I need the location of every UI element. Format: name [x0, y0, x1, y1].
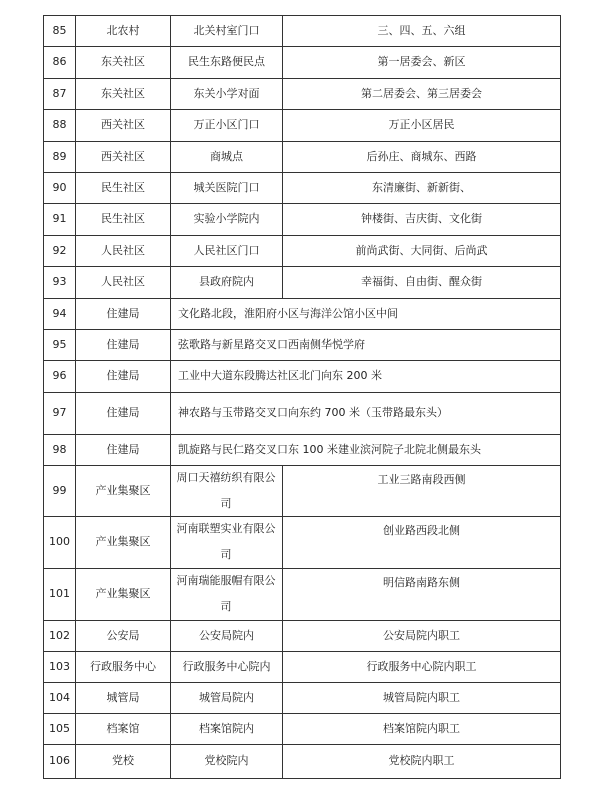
- row-number: 85: [52, 23, 67, 37]
- unit-cell: 人民社区: [101, 275, 145, 289]
- area-cell: 万正小区居民: [388, 118, 455, 132]
- column-divider: [560, 203, 561, 235]
- unit-cell: 民生社区: [101, 212, 145, 226]
- column-divider: [560, 266, 561, 298]
- column-divider: [560, 434, 561, 465]
- unit-cell: 住建局: [106, 337, 140, 351]
- row-divider: [43, 778, 561, 779]
- area-cell: 档案馆院内职工: [383, 721, 460, 735]
- row-number: 91: [52, 212, 67, 226]
- column-divider: [560, 298, 561, 329]
- location-cell: 民生东路便民点: [188, 55, 265, 69]
- row-number: 101: [49, 587, 70, 601]
- row-number: 104: [49, 690, 70, 704]
- column-divider: [560, 651, 561, 682]
- area-cell: 创业路西段北侧: [383, 524, 460, 538]
- location-cell: 公安局院内: [199, 628, 254, 642]
- column-divider: [560, 392, 561, 434]
- column-divider: [170, 434, 171, 465]
- unit-cell: 东关社区: [101, 86, 145, 100]
- location-cell: 商城点: [210, 149, 243, 163]
- location-cell: 东关小学对面: [193, 86, 260, 100]
- unit-cell: 西关社区: [101, 118, 145, 132]
- row-number: 98: [52, 442, 67, 456]
- area-cell: 幸福街、自由街、醒众街: [361, 275, 482, 289]
- unit-cell: 住建局: [106, 369, 140, 383]
- column-divider: [170, 392, 171, 434]
- area-cell: 城管局院内职工: [383, 690, 460, 704]
- row-number: 88: [52, 118, 67, 132]
- unit-cell: 公安局: [106, 628, 140, 642]
- row-number: 94: [52, 306, 67, 320]
- row-number: 100: [49, 535, 70, 549]
- unit-cell: 北农村: [106, 23, 140, 37]
- unit-cell: 党校: [112, 754, 134, 768]
- area-cell: 前尚武街、大同街、后尚武: [355, 243, 488, 257]
- area-cell: 第二居委会、第三居委会: [361, 86, 482, 100]
- row-number: 86: [52, 55, 67, 69]
- location-cell: 党校院内: [204, 754, 249, 768]
- unit-cell: 城管局: [106, 690, 140, 704]
- location-cell: 凯旋路与民仁路交叉口东 100 米建业滨河院子北院北侧最东头: [178, 442, 481, 456]
- column-divider: [560, 172, 561, 203]
- unit-cell: 行政服务中心: [90, 659, 156, 673]
- row-number: 97: [52, 406, 67, 420]
- location-cell: 县政府院内: [199, 275, 254, 289]
- column-divider: [560, 78, 561, 109]
- unit-cell: 产业集聚区: [95, 483, 151, 497]
- column-divider: [560, 516, 561, 568]
- unit-cell: 住建局: [106, 306, 140, 320]
- unit-cell: 西关社区: [101, 149, 145, 163]
- location-cell: 档案馆院内: [199, 721, 254, 735]
- row-number: 90: [52, 180, 67, 194]
- column-divider: [170, 329, 171, 360]
- row-number: 95: [52, 337, 67, 351]
- area-cell: 明信路南路东侧: [383, 576, 460, 590]
- area-cell: 工业三路南段西侧: [377, 473, 466, 487]
- column-divider: [560, 46, 561, 78]
- column-divider: [560, 682, 561, 713]
- row-number: 92: [52, 243, 67, 257]
- unit-cell: 住建局: [106, 442, 140, 456]
- column-divider: [560, 235, 561, 266]
- unit-cell: 民生社区: [101, 180, 145, 194]
- row-number: 89: [52, 149, 67, 163]
- column-divider: [560, 568, 561, 620]
- location-cell: 人民社区门口: [193, 243, 260, 257]
- column-divider: [170, 568, 171, 620]
- unit-cell: 东关社区: [101, 55, 145, 69]
- location-cell: 弦歌路与新星路交叉口西南侧华悦学府: [178, 337, 365, 351]
- area-cell: 三、四、五、六组: [377, 23, 466, 37]
- location-cell: 周口天禧纺织有限公司: [176, 471, 276, 510]
- location-cell: 神农路与玉带路交叉口向东约 700 米（玉带路最东头）: [178, 406, 448, 420]
- column-divider: [560, 360, 561, 392]
- location-cell: 工业中大道东段腾达社区北门向东 200 米: [178, 369, 382, 383]
- location-cell: 实验小学院内: [193, 212, 260, 226]
- area-cell: 后孙庄、商城东、西路: [366, 149, 477, 163]
- area-cell: 东清廉街、新新街、: [372, 180, 471, 194]
- location-cell: 行政服务中心院内: [182, 659, 271, 673]
- column-divider: [170, 360, 171, 392]
- location-cell: 河南联塑实业有限公司: [176, 522, 276, 561]
- location-cell: 北关村室门口: [193, 23, 260, 37]
- location-cell: 河南瑞能服帽有限公司: [176, 574, 276, 613]
- column-divider: [560, 109, 561, 141]
- unit-cell: 产业集聚区: [95, 535, 151, 549]
- column-divider: [170, 465, 171, 516]
- unit-cell: 档案馆: [106, 721, 140, 735]
- row-number: 93: [52, 275, 67, 289]
- column-divider: [560, 15, 561, 46]
- unit-cell: 产业集聚区: [95, 587, 151, 601]
- location-cell: 文化路北段，淮阳府小区与海洋公馆小区中间: [178, 306, 398, 320]
- area-cell: 钟楼街、吉庆街、文化街: [361, 212, 482, 226]
- location-cell: 城关医院门口: [193, 180, 260, 194]
- row-number: 99: [52, 483, 67, 497]
- unit-cell: 人民社区: [101, 243, 145, 257]
- location-cell: 城管局院内: [199, 690, 254, 704]
- column-divider: [560, 713, 561, 744]
- row-number: 96: [52, 369, 67, 383]
- column-divider: [560, 329, 561, 360]
- area-cell: 党校院内职工: [388, 754, 455, 768]
- row-number: 102: [49, 628, 70, 642]
- row-number: 106: [49, 754, 70, 768]
- column-divider: [170, 298, 171, 329]
- column-divider: [170, 516, 171, 568]
- row-number: 103: [49, 659, 70, 673]
- column-divider: [560, 141, 561, 172]
- column-divider: [560, 744, 561, 778]
- area-cell: 行政服务中心院内职工: [366, 659, 477, 673]
- unit-cell: 住建局: [106, 406, 140, 420]
- row-number: 105: [49, 721, 70, 735]
- location-cell: 万正小区门口: [193, 118, 260, 132]
- column-divider: [560, 620, 561, 651]
- area-cell: 第一居委会、新区: [377, 55, 466, 69]
- column-divider: [560, 465, 561, 516]
- area-cell: 公安局院内职工: [383, 628, 460, 642]
- row-number: 87: [52, 86, 67, 100]
